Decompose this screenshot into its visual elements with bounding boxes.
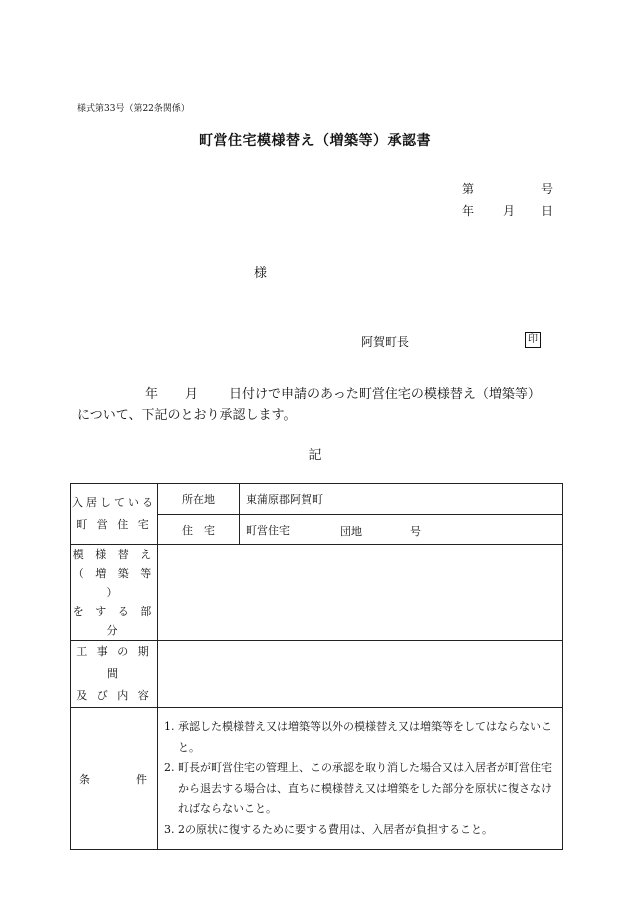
- body-text-line2: について、下記のとおり承認します。: [77, 408, 297, 423]
- renovation-part-label: 模 様 替 え （ 増 築 等 ） を す る 部 分: [71, 545, 158, 641]
- table-row: [71, 641, 563, 708]
- body-rest: 日付けで申請のあった町営住宅の模様替え（増築等）: [229, 387, 541, 402]
- body-year: 年: [145, 387, 159, 402]
- form-number: 様式第33号（第22条関係）: [77, 104, 190, 114]
- residence-label: 入居している 町 営 住 宅: [71, 484, 158, 545]
- body-month: 月: [185, 387, 199, 402]
- approval-details-table: [70, 483, 563, 850]
- list-item: 3. 2の原状に復するために要する費用は、入居者が負担すること。: [164, 822, 493, 836]
- list-item: 2. 町長が町営住宅の管理上、この承認を取り消した場合又は入居者が町営住宅から退去する場合は、直ちに模様替え又は増築をした部分を原状に復さなければならないこと。: [164, 761, 552, 815]
- conditions-list: [158, 708, 563, 850]
- issue-date-day: 日: [541, 204, 554, 218]
- renovation-part-value: [158, 545, 563, 641]
- housing-complex: 団地: [340, 525, 362, 538]
- document-title: 町営住宅模様替え（増築等）承認書: [199, 133, 431, 149]
- conditions-label: 条 件: [71, 708, 158, 850]
- housing-value: [240, 515, 563, 545]
- document-number-suffix: 号: [541, 182, 554, 196]
- table-row: [71, 545, 563, 641]
- table-row: [71, 484, 563, 515]
- housing-number: 号: [410, 525, 421, 538]
- document-number-label: 第: [462, 182, 475, 196]
- issue-date-year: 年: [462, 204, 475, 218]
- seal-mark: 印: [525, 332, 541, 348]
- table-row: [71, 708, 563, 850]
- location-label: 所在地: [158, 484, 240, 515]
- addressee-honorific: 様: [254, 266, 268, 281]
- housing-label: 住 宅: [158, 515, 240, 545]
- issuer-name: 阿賀町長: [361, 335, 410, 349]
- construction-period-value: [158, 641, 563, 708]
- list-item: 1. 承認した模様替え又は増築等以外の模様替え又は増築等をしてはならないこと。: [164, 720, 552, 754]
- construction-period-label: 工 事 の 期 間 及 び 内 容: [71, 641, 158, 708]
- issue-date-month: 月: [503, 204, 516, 218]
- housing-name: 町営住宅: [246, 523, 290, 537]
- record-heading: 記: [308, 448, 322, 463]
- location-value: 東蒲原郡阿賀町: [240, 484, 563, 515]
